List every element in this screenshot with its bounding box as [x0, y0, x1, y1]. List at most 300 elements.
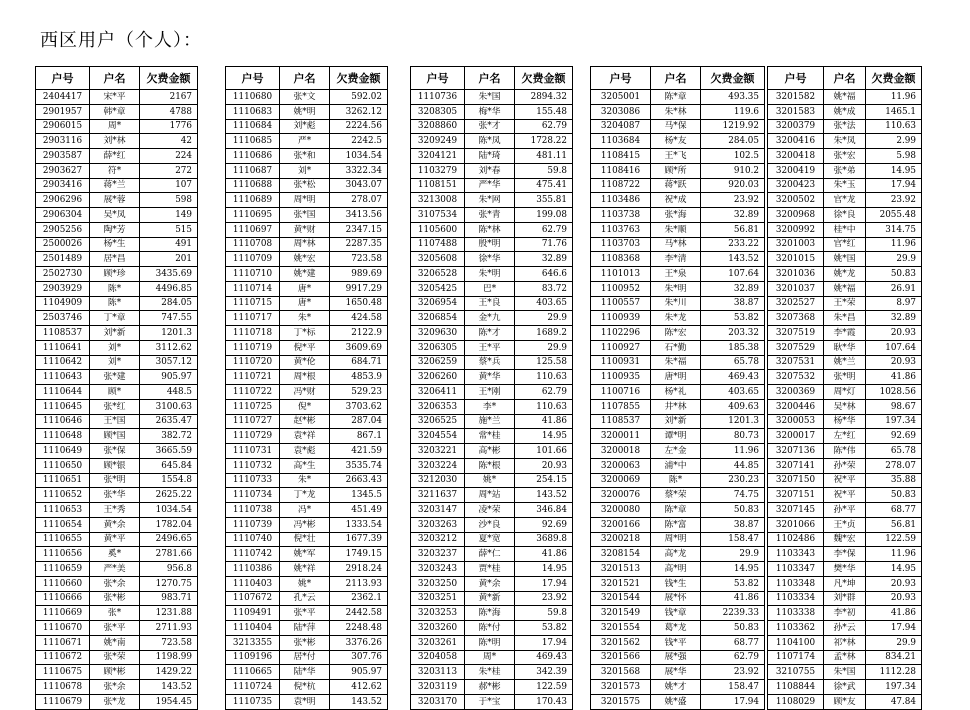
- table-row: [768, 163, 922, 178]
- account-name-cell: 朱*网: [465, 193, 515, 208]
- table-row: [226, 650, 388, 665]
- account-no-cell: 1110643: [36, 370, 90, 385]
- table-row: [591, 650, 765, 665]
- account-name-cell: 徐*良: [824, 208, 866, 223]
- arrears-amount-cell: 47.84: [866, 694, 922, 709]
- arrears-amount-cell: 905.97: [140, 370, 198, 385]
- account-name-cell: 王*飞: [651, 149, 701, 164]
- account-name-cell: 周*: [465, 650, 515, 665]
- table-row: [768, 178, 922, 193]
- arrears-amount-cell: 1201.3: [140, 326, 198, 341]
- account-name-cell: 陈*根: [465, 458, 515, 473]
- table-row: [226, 355, 388, 370]
- table-row: [768, 650, 922, 665]
- account-name-cell: 朱*明: [651, 281, 701, 296]
- table-row: [36, 119, 198, 134]
- arrears-amount-cell: 278.07: [866, 458, 922, 473]
- account-name-cell: 官*红: [824, 237, 866, 252]
- account-name-cell: 朱*林: [651, 104, 701, 119]
- account-no-cell: 2903416: [36, 178, 90, 193]
- table-row: [411, 473, 573, 488]
- table-row: [768, 281, 922, 296]
- table-row: [36, 311, 198, 326]
- account-no-header: 户号: [591, 67, 651, 90]
- arrears-amount-cell: 14.95: [866, 562, 922, 577]
- table-row: [768, 311, 922, 326]
- arrears-amount-cell: 592.02: [330, 90, 388, 105]
- table-row: [591, 547, 765, 562]
- arrears-amount-cell: 110.63: [515, 399, 573, 414]
- account-no-cell: 3203243: [411, 562, 465, 577]
- account-no-cell: 1108151: [411, 178, 465, 193]
- table-row: [226, 385, 388, 400]
- arrears-amount-cell: 2711.93: [140, 621, 198, 636]
- account-name-cell: 祝*平: [824, 488, 866, 503]
- table-row: [36, 149, 198, 164]
- arrears-amount-cell: 2242.5: [330, 134, 388, 149]
- arrears-amount-cell: 1677.39: [330, 532, 388, 547]
- table-row: [768, 90, 922, 105]
- arrears-amount-cell: 38.87: [701, 517, 765, 532]
- account-no-cell: 2903929: [36, 281, 90, 296]
- table-row: [591, 119, 765, 134]
- account-name-cell: 顾*所: [651, 163, 701, 178]
- account-name-cell: 张*建: [90, 370, 140, 385]
- account-no-cell: 3204554: [411, 429, 465, 444]
- account-name-cell: 朱*顺: [651, 222, 701, 237]
- account-no-header: 户号: [411, 67, 465, 90]
- account-name-cell: 奚*: [90, 547, 140, 562]
- account-no-cell: 3200369: [768, 385, 824, 400]
- arrears-amount-cell: 11.96: [866, 237, 922, 252]
- arrears-amount-cell: 35.88: [866, 473, 922, 488]
- arrears-amount-cell: 199.08: [515, 208, 573, 223]
- account-no-cell: 1110645: [36, 399, 90, 414]
- arrears-amount-cell: 29.9: [515, 340, 573, 355]
- account-name-cell: 张*文: [280, 90, 330, 105]
- arrears-amount-cell: 122.59: [515, 680, 573, 695]
- account-name-cell: 于*宝: [465, 694, 515, 709]
- account-no-cell: 3200423: [768, 178, 824, 193]
- table-row: [411, 149, 573, 164]
- account-name-cell: 朱*川: [651, 296, 701, 311]
- table-row: [226, 473, 388, 488]
- arrears-amount-cell: 44.85: [701, 458, 765, 473]
- arrears-amount-cell: 119.6: [701, 104, 765, 119]
- arrears-amount-cell: 68.77: [866, 503, 922, 518]
- account-no-cell: 3201568: [591, 665, 651, 680]
- account-name-cell: 钱*章: [651, 606, 701, 621]
- table-row: [411, 414, 573, 429]
- arrears-amount-cell: 448.5: [140, 385, 198, 400]
- arrears-amount-cell: 201: [140, 252, 198, 267]
- account-name-cell: 陶*芳: [90, 222, 140, 237]
- table-row: [411, 458, 573, 473]
- table-header-row: [768, 67, 922, 90]
- account-name-cell: 陆*华: [280, 665, 330, 680]
- account-no-cell: 1110710: [226, 267, 280, 282]
- arrears-amount-cell: 1345.5: [330, 488, 388, 503]
- table-row: [768, 621, 922, 636]
- table-row: [591, 104, 765, 119]
- table-row: [591, 591, 765, 606]
- table-row: [226, 606, 388, 621]
- account-name-cell: 井*林: [651, 399, 701, 414]
- account-no-cell: 3107534: [411, 208, 465, 223]
- account-name-cell: 顾*珍: [90, 267, 140, 282]
- account-name-cell: 冯*: [280, 503, 330, 518]
- arrears-amount-cell: 989.69: [330, 267, 388, 282]
- account-name-cell: 张*荣: [90, 650, 140, 665]
- account-name-cell: 徐*武: [824, 680, 866, 695]
- account-name-cell: 倪*: [280, 399, 330, 414]
- account-no-cell: 1100557: [591, 296, 651, 311]
- table-row: [411, 606, 573, 621]
- table-row: [768, 355, 922, 370]
- account-name-cell: 展*蓉: [90, 193, 140, 208]
- arrears-amount-cell: 910.2: [701, 163, 765, 178]
- arrears-amount-cell: 1034.54: [330, 149, 388, 164]
- table-row: [226, 193, 388, 208]
- account-no-cell: 1100952: [591, 281, 651, 296]
- table-row: [36, 296, 198, 311]
- arrears-amount-cell: 62.79: [515, 222, 573, 237]
- account-name-cell: 梅*华: [465, 104, 515, 119]
- account-name-cell: 朱*昌: [824, 311, 866, 326]
- account-name-cell: 张*: [90, 606, 140, 621]
- account-name-cell: 居*付: [280, 650, 330, 665]
- account-no-cell: 3201513: [591, 562, 651, 577]
- account-name-cell: 王*国: [90, 414, 140, 429]
- arrears-amount-cell: 451.49: [330, 503, 388, 518]
- table-row: [591, 355, 765, 370]
- table-row: [591, 621, 765, 636]
- account-no-cell: 1110665: [226, 665, 280, 680]
- table-row: [226, 621, 388, 636]
- account-no-cell: 1100716: [591, 385, 651, 400]
- account-name-cell: 冯*彬: [280, 517, 330, 532]
- arrears-amount-cell: 2287.35: [330, 237, 388, 252]
- table-row: [226, 562, 388, 577]
- account-name-cell: 薛*仁: [465, 547, 515, 562]
- arrears-amount-cell: 424.58: [330, 311, 388, 326]
- table-row: [591, 90, 765, 105]
- table-row: [36, 267, 198, 282]
- account-no-cell: 2901957: [36, 104, 90, 119]
- account-name-cell: 陆*萍: [280, 621, 330, 636]
- table-row: [226, 90, 388, 105]
- account-name-cell: 祁*林: [824, 635, 866, 650]
- table-row: [591, 444, 765, 459]
- account-no-cell: 1110686: [226, 149, 280, 164]
- account-no-cell: 1100931: [591, 355, 651, 370]
- arrears-amount-cell: 158.47: [701, 680, 765, 695]
- table-row: [768, 458, 922, 473]
- account-no-cell: 1110652: [36, 488, 90, 503]
- arrears-amount-cell: 2113.93: [330, 576, 388, 591]
- table-row: [36, 488, 198, 503]
- account-name-cell: 王*良: [465, 296, 515, 311]
- account-name-cell: 魏*宏: [824, 532, 866, 547]
- account-no-cell: 1110687: [226, 163, 280, 178]
- arrears-amount-cell: 41.86: [866, 606, 922, 621]
- table-row: [36, 326, 198, 341]
- account-name-cell: 刘*: [90, 355, 140, 370]
- table-row: [591, 281, 765, 296]
- account-no-cell: 1110642: [36, 355, 90, 370]
- account-name-cell: 周*灯: [824, 385, 866, 400]
- account-no-cell: 1103279: [411, 163, 465, 178]
- arrears-amount-cell: 41.86: [701, 591, 765, 606]
- account-name-cell: 陈*章: [651, 90, 701, 105]
- account-no-cell: 3212030: [411, 473, 465, 488]
- account-name-header: 户名: [465, 67, 515, 90]
- account-name-cell: 刘*新: [651, 414, 701, 429]
- arrears-amount-cell: 1728.22: [515, 134, 573, 149]
- account-name-cell: 姚*宏: [280, 252, 330, 267]
- account-name-cell: 孟*林: [824, 650, 866, 665]
- table-row: [768, 385, 922, 400]
- account-no-cell: 1110734: [226, 488, 280, 503]
- arrears-amount-cell: 38.87: [701, 296, 765, 311]
- account-no-cell: 1102296: [591, 326, 651, 341]
- arrears-amount-cell: 1554.8: [140, 473, 198, 488]
- account-no-cell: 3205001: [591, 90, 651, 105]
- account-name-cell: 葛*龙: [651, 621, 701, 636]
- arrears-amount-cell: 9917.29: [330, 281, 388, 296]
- arrears-amount-cell: 3262.12: [330, 104, 388, 119]
- table-row: [768, 562, 922, 577]
- account-name-cell: 张*才: [465, 119, 515, 134]
- account-name-cell: 马*保: [651, 119, 701, 134]
- account-no-cell: 2903587: [36, 149, 90, 164]
- account-no-cell: 3207150: [768, 473, 824, 488]
- account-name-cell: 朱*: [280, 473, 330, 488]
- table-row: [226, 208, 388, 223]
- account-no-cell: 1108844: [768, 680, 824, 695]
- account-no-cell: 3202527: [768, 296, 824, 311]
- account-name-cell: 孙*平: [824, 503, 866, 518]
- account-name-cell: 张*松: [280, 178, 330, 193]
- account-name-cell: 唐*: [280, 281, 330, 296]
- arrears-amount-cell: 41.86: [515, 547, 573, 562]
- arrears-amount-cell: 1219.92: [701, 119, 765, 134]
- table-row: [768, 104, 922, 119]
- arrears-amount-cell: 14.95: [515, 429, 573, 444]
- arrears-amount-cell: 529.23: [330, 385, 388, 400]
- arrears-amount-cell: 2347.15: [330, 222, 388, 237]
- table-row: [768, 694, 922, 709]
- account-name-header: 户名: [651, 67, 701, 90]
- arrears-amount-cell: 469.43: [701, 370, 765, 385]
- table-row: [36, 104, 198, 119]
- account-name-cell: 姚*兰: [824, 355, 866, 370]
- table-row: [226, 429, 388, 444]
- table-row: [36, 473, 198, 488]
- table-row: [226, 252, 388, 267]
- account-name-cell: 张*彬: [90, 591, 140, 606]
- account-no-cell: 3203086: [591, 104, 651, 119]
- account-name-cell: 李*清: [651, 252, 701, 267]
- table-row: [226, 119, 388, 134]
- arrears-amount-cell: 3376.26: [330, 635, 388, 650]
- account-name-cell: 袁*彪: [280, 444, 330, 459]
- table-row: [768, 193, 922, 208]
- account-no-cell: 2905256: [36, 222, 90, 237]
- account-no-cell: 1110732: [226, 458, 280, 473]
- arrears-amount-cell: 74.75: [701, 488, 765, 503]
- account-no-cell: 3207136: [768, 444, 824, 459]
- arrears-amount-header: 欠费金额: [140, 67, 198, 90]
- account-no-cell: 3201562: [591, 635, 651, 650]
- arrears-amount-cell: 197.34: [866, 680, 922, 695]
- account-name-cell: 孔*云: [280, 591, 330, 606]
- account-name-cell: 蔡*荣: [651, 488, 701, 503]
- table-row: [226, 134, 388, 149]
- table-row: [591, 576, 765, 591]
- table-row: [768, 414, 922, 429]
- account-name-cell: 刘*林: [90, 134, 140, 149]
- account-name-cell: 袁*明: [280, 694, 330, 709]
- account-name-cell: 丁*标: [280, 326, 330, 341]
- table-row: [226, 178, 388, 193]
- table-row: [36, 163, 198, 178]
- account-no-cell: 1110733: [226, 473, 280, 488]
- arrears-amount-cell: 42: [140, 134, 198, 149]
- arrears-amount-cell: 110.63: [866, 119, 922, 134]
- arrears-amount-cell: 1650.48: [330, 296, 388, 311]
- account-name-cell: 张*法: [824, 119, 866, 134]
- account-no-cell: 2503746: [36, 311, 90, 326]
- account-name-cell: 顾*银: [90, 458, 140, 473]
- account-no-cell: 1110715: [226, 296, 280, 311]
- arrears-amount-cell: 20.93: [866, 591, 922, 606]
- table-row: [226, 665, 388, 680]
- arrears-amount-cell: 475.41: [515, 178, 573, 193]
- table-row: [768, 237, 922, 252]
- account-name-cell: 王*秀: [90, 503, 140, 518]
- table-row: [36, 458, 198, 473]
- account-name-cell: 倪*壮: [280, 532, 330, 547]
- account-name-cell: 钱*生: [651, 576, 701, 591]
- table-row: [591, 473, 765, 488]
- arrears-amount-cell: 2442.58: [330, 606, 388, 621]
- account-no-cell: 1107672: [226, 591, 280, 606]
- table-row: [768, 134, 922, 149]
- arrears-amount-cell: 412.62: [330, 680, 388, 695]
- account-name-cell: 张*和: [280, 149, 330, 164]
- arrears-amount-header: 欠费金额: [701, 67, 765, 90]
- arrears-amount-cell: 3322.34: [330, 163, 388, 178]
- account-no-cell: 2906296: [36, 193, 90, 208]
- table-row: [226, 311, 388, 326]
- arrears-amount-cell: 32.89: [866, 311, 922, 326]
- arrears-amount-cell: 1776: [140, 119, 198, 134]
- account-no-cell: 3203250: [411, 576, 465, 591]
- arrears-amount-cell: 11.96: [866, 90, 922, 105]
- account-no-cell: 3201554: [591, 621, 651, 636]
- table-row: [591, 488, 765, 503]
- account-name-cell: 张*余: [90, 680, 140, 695]
- arrears-amount-cell: 1231.88: [140, 606, 198, 621]
- account-no-cell: 2501489: [36, 252, 90, 267]
- account-no-cell: 1110731: [226, 444, 280, 459]
- arrears-amount-cell: 98.67: [866, 399, 922, 414]
- arrears-amount-cell: 3689.8: [515, 532, 573, 547]
- arrears-amount-cell: 346.84: [515, 503, 573, 518]
- account-no-cell: 3206259: [411, 355, 465, 370]
- account-name-cell: 陈*明: [465, 635, 515, 650]
- account-no-cell: 1110684: [226, 119, 280, 134]
- account-name-cell: 展*怀: [651, 591, 701, 606]
- table-row: [591, 399, 765, 414]
- account-no-cell: 1107174: [768, 650, 824, 665]
- account-no-cell: 1109196: [226, 650, 280, 665]
- arrears-amount-cell: 747.55: [140, 311, 198, 326]
- account-name-cell: 蒋*兰: [90, 178, 140, 193]
- arrears-amount-cell: 3100.63: [140, 399, 198, 414]
- table-row: [591, 163, 765, 178]
- table-row: [411, 340, 573, 355]
- account-no-cell: 3203119: [411, 680, 465, 695]
- account-name-cell: 张*红: [90, 399, 140, 414]
- arrears-table-1: [35, 66, 198, 710]
- account-no-cell: 2500026: [36, 237, 90, 252]
- table-row: [591, 665, 765, 680]
- account-name-cell: 刘*: [90, 340, 140, 355]
- account-name-cell: 陈*: [90, 281, 140, 296]
- arrears-amount-cell: 41.86: [515, 414, 573, 429]
- account-name-cell: 张*青: [465, 208, 515, 223]
- table-header-row: [591, 67, 765, 90]
- arrears-amount-cell: 834.21: [866, 650, 922, 665]
- table-row: [411, 119, 573, 134]
- account-no-header: 户号: [768, 67, 824, 90]
- arrears-amount-cell: 284.05: [140, 296, 198, 311]
- table-row: [226, 488, 388, 503]
- arrears-amount-header: 欠费金额: [866, 67, 922, 90]
- arrears-amount-cell: 2635.47: [140, 414, 198, 429]
- account-name-cell: 陈*: [651, 473, 701, 488]
- table-row: [226, 399, 388, 414]
- table-row: [411, 562, 573, 577]
- arrears-amount-cell: 50.83: [701, 621, 765, 636]
- arrears-amount-cell: 59.8: [515, 606, 573, 621]
- account-name-cell: 姚*成: [824, 104, 866, 119]
- account-name-cell: 李*霞: [824, 326, 866, 341]
- arrears-amount-cell: 83.72: [515, 281, 573, 296]
- account-no-cell: 3207531: [768, 355, 824, 370]
- account-name-cell: 黄*余: [90, 517, 140, 532]
- arrears-amount-cell: 32.89: [515, 252, 573, 267]
- account-no-cell: 3200379: [768, 119, 824, 134]
- table-row: [36, 385, 198, 400]
- table-row: [36, 208, 198, 223]
- arrears-amount-cell: 1465.1: [866, 104, 922, 119]
- account-no-cell: 3201573: [591, 680, 651, 695]
- account-name-cell: 姚*军: [280, 547, 330, 562]
- table-row: [226, 532, 388, 547]
- account-no-cell: 1104100: [768, 635, 824, 650]
- arrears-amount-cell: 23.92: [701, 193, 765, 208]
- arrears-amount-cell: 1954.45: [140, 694, 198, 709]
- account-name-cell: 左*金: [651, 444, 701, 459]
- account-name-cell: 朱*国: [465, 90, 515, 105]
- arrears-amount-cell: 230.23: [701, 473, 765, 488]
- arrears-amount-cell: 65.78: [866, 444, 922, 459]
- account-no-cell: 3206353: [411, 399, 465, 414]
- account-no-cell: 3207532: [768, 370, 824, 385]
